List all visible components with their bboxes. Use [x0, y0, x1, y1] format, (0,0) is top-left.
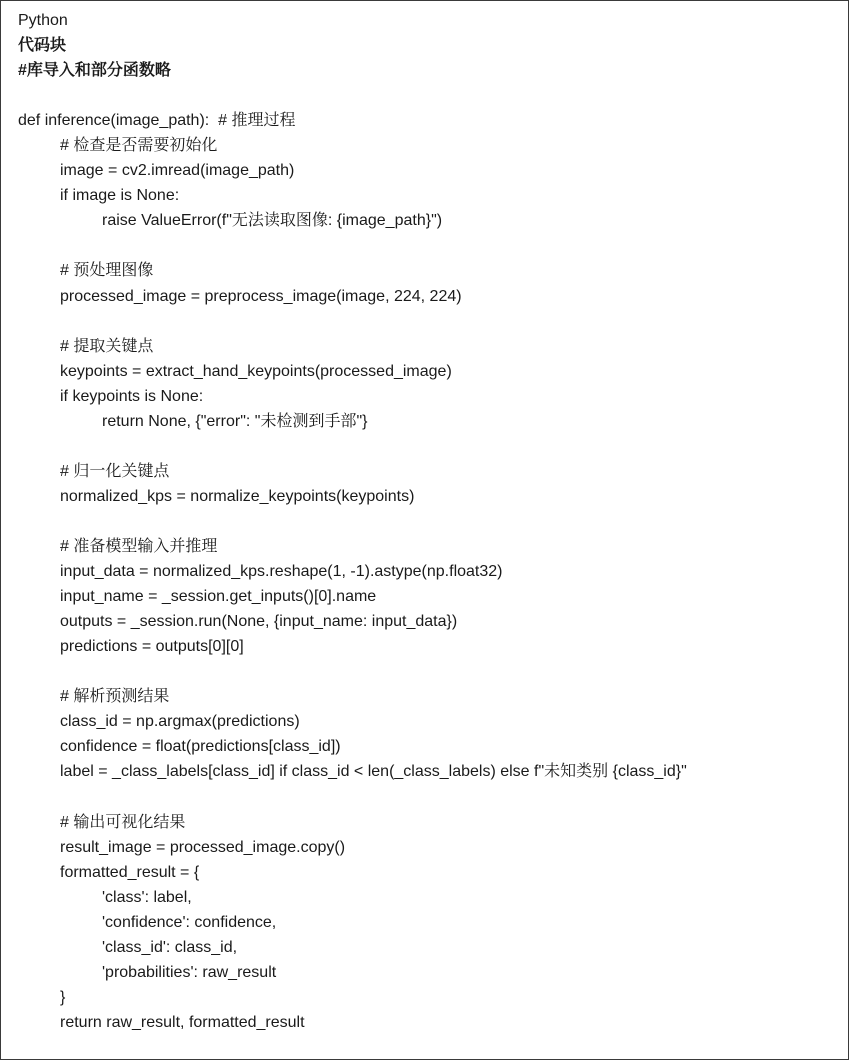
blank-line: [18, 509, 844, 534]
code-line: input_name = _session.get_inputs()[0].name: [60, 588, 377, 606]
code-line: }: [60, 988, 66, 1006]
code-block: [18, 8, 844, 1035]
code-comment-line: # 归一化关键点: [60, 462, 170, 480]
code-line: 'class_id': class_id,: [102, 938, 238, 956]
blank-line: [18, 233, 844, 258]
blank-line: [18, 784, 844, 809]
code-line: class_id = np.argmax(predictions): [60, 713, 300, 731]
code-line: normalized_kps = normalize_keypoints(keypoints): [60, 487, 415, 505]
code-comment-line: # 预处理图像: [60, 262, 154, 280]
code-line: label = _class_labels[class_id] if class_id < len(_class_labels) else f"未知类别 {class_id}": [60, 763, 687, 781]
code-comment-line: # 提取关键点: [60, 337, 154, 355]
code-line: outputs = _session.run(None, {input_name: input_data}): [60, 613, 458, 631]
code-line: confidence = float(predictions[class_id]): [60, 738, 341, 756]
code-line: 'probabilities': raw_result: [102, 963, 277, 981]
code-line: return None, {"error": "未检测到手部"}: [102, 412, 368, 430]
code-comment-line: # 输出可视化结果: [60, 813, 186, 831]
code-comment-line: # 检查是否需要初始化: [60, 137, 218, 155]
code-line: def inference(image_path): # 推理过程: [18, 112, 296, 130]
code-line: return raw_result, formatted_result: [60, 1013, 305, 1031]
code-line: 'class': label,: [102, 888, 192, 906]
code-line: processed_image = preprocess_image(image, 224, 224): [60, 287, 462, 305]
code-line: if keypoints is None:: [60, 387, 204, 405]
code-comment-line: # 解析预测结果: [60, 688, 170, 706]
code-comment-line: # 准备模型输入并推理: [60, 537, 218, 555]
code-line: Python: [18, 12, 68, 29]
code-line: raise ValueError(f"无法读取图像: {image_path}"): [102, 212, 443, 230]
code-line: image = cv2.imread(image_path): [60, 162, 295, 180]
code-comment-line: #库导入和部分函数略: [18, 62, 171, 80]
blank-line: [18, 659, 844, 684]
code-line: input_data = normalized_kps.reshape(1, -1).astype(np.float32): [60, 563, 503, 581]
blank-line: [18, 309, 844, 334]
code-line: keypoints = extract_hand_keypoints(processed_image): [60, 362, 452, 380]
code-line: formatted_result = {: [60, 863, 200, 881]
code-line: predictions = outputs[0][0]: [60, 638, 244, 656]
code-line: 'confidence': confidence,: [102, 913, 277, 931]
blank-line: [18, 434, 844, 459]
code-line: if image is None:: [60, 187, 180, 205]
code-line: result_image = processed_image.copy(): [60, 838, 346, 856]
blank-line: [18, 83, 844, 108]
code-line: 代码块: [18, 37, 67, 55]
